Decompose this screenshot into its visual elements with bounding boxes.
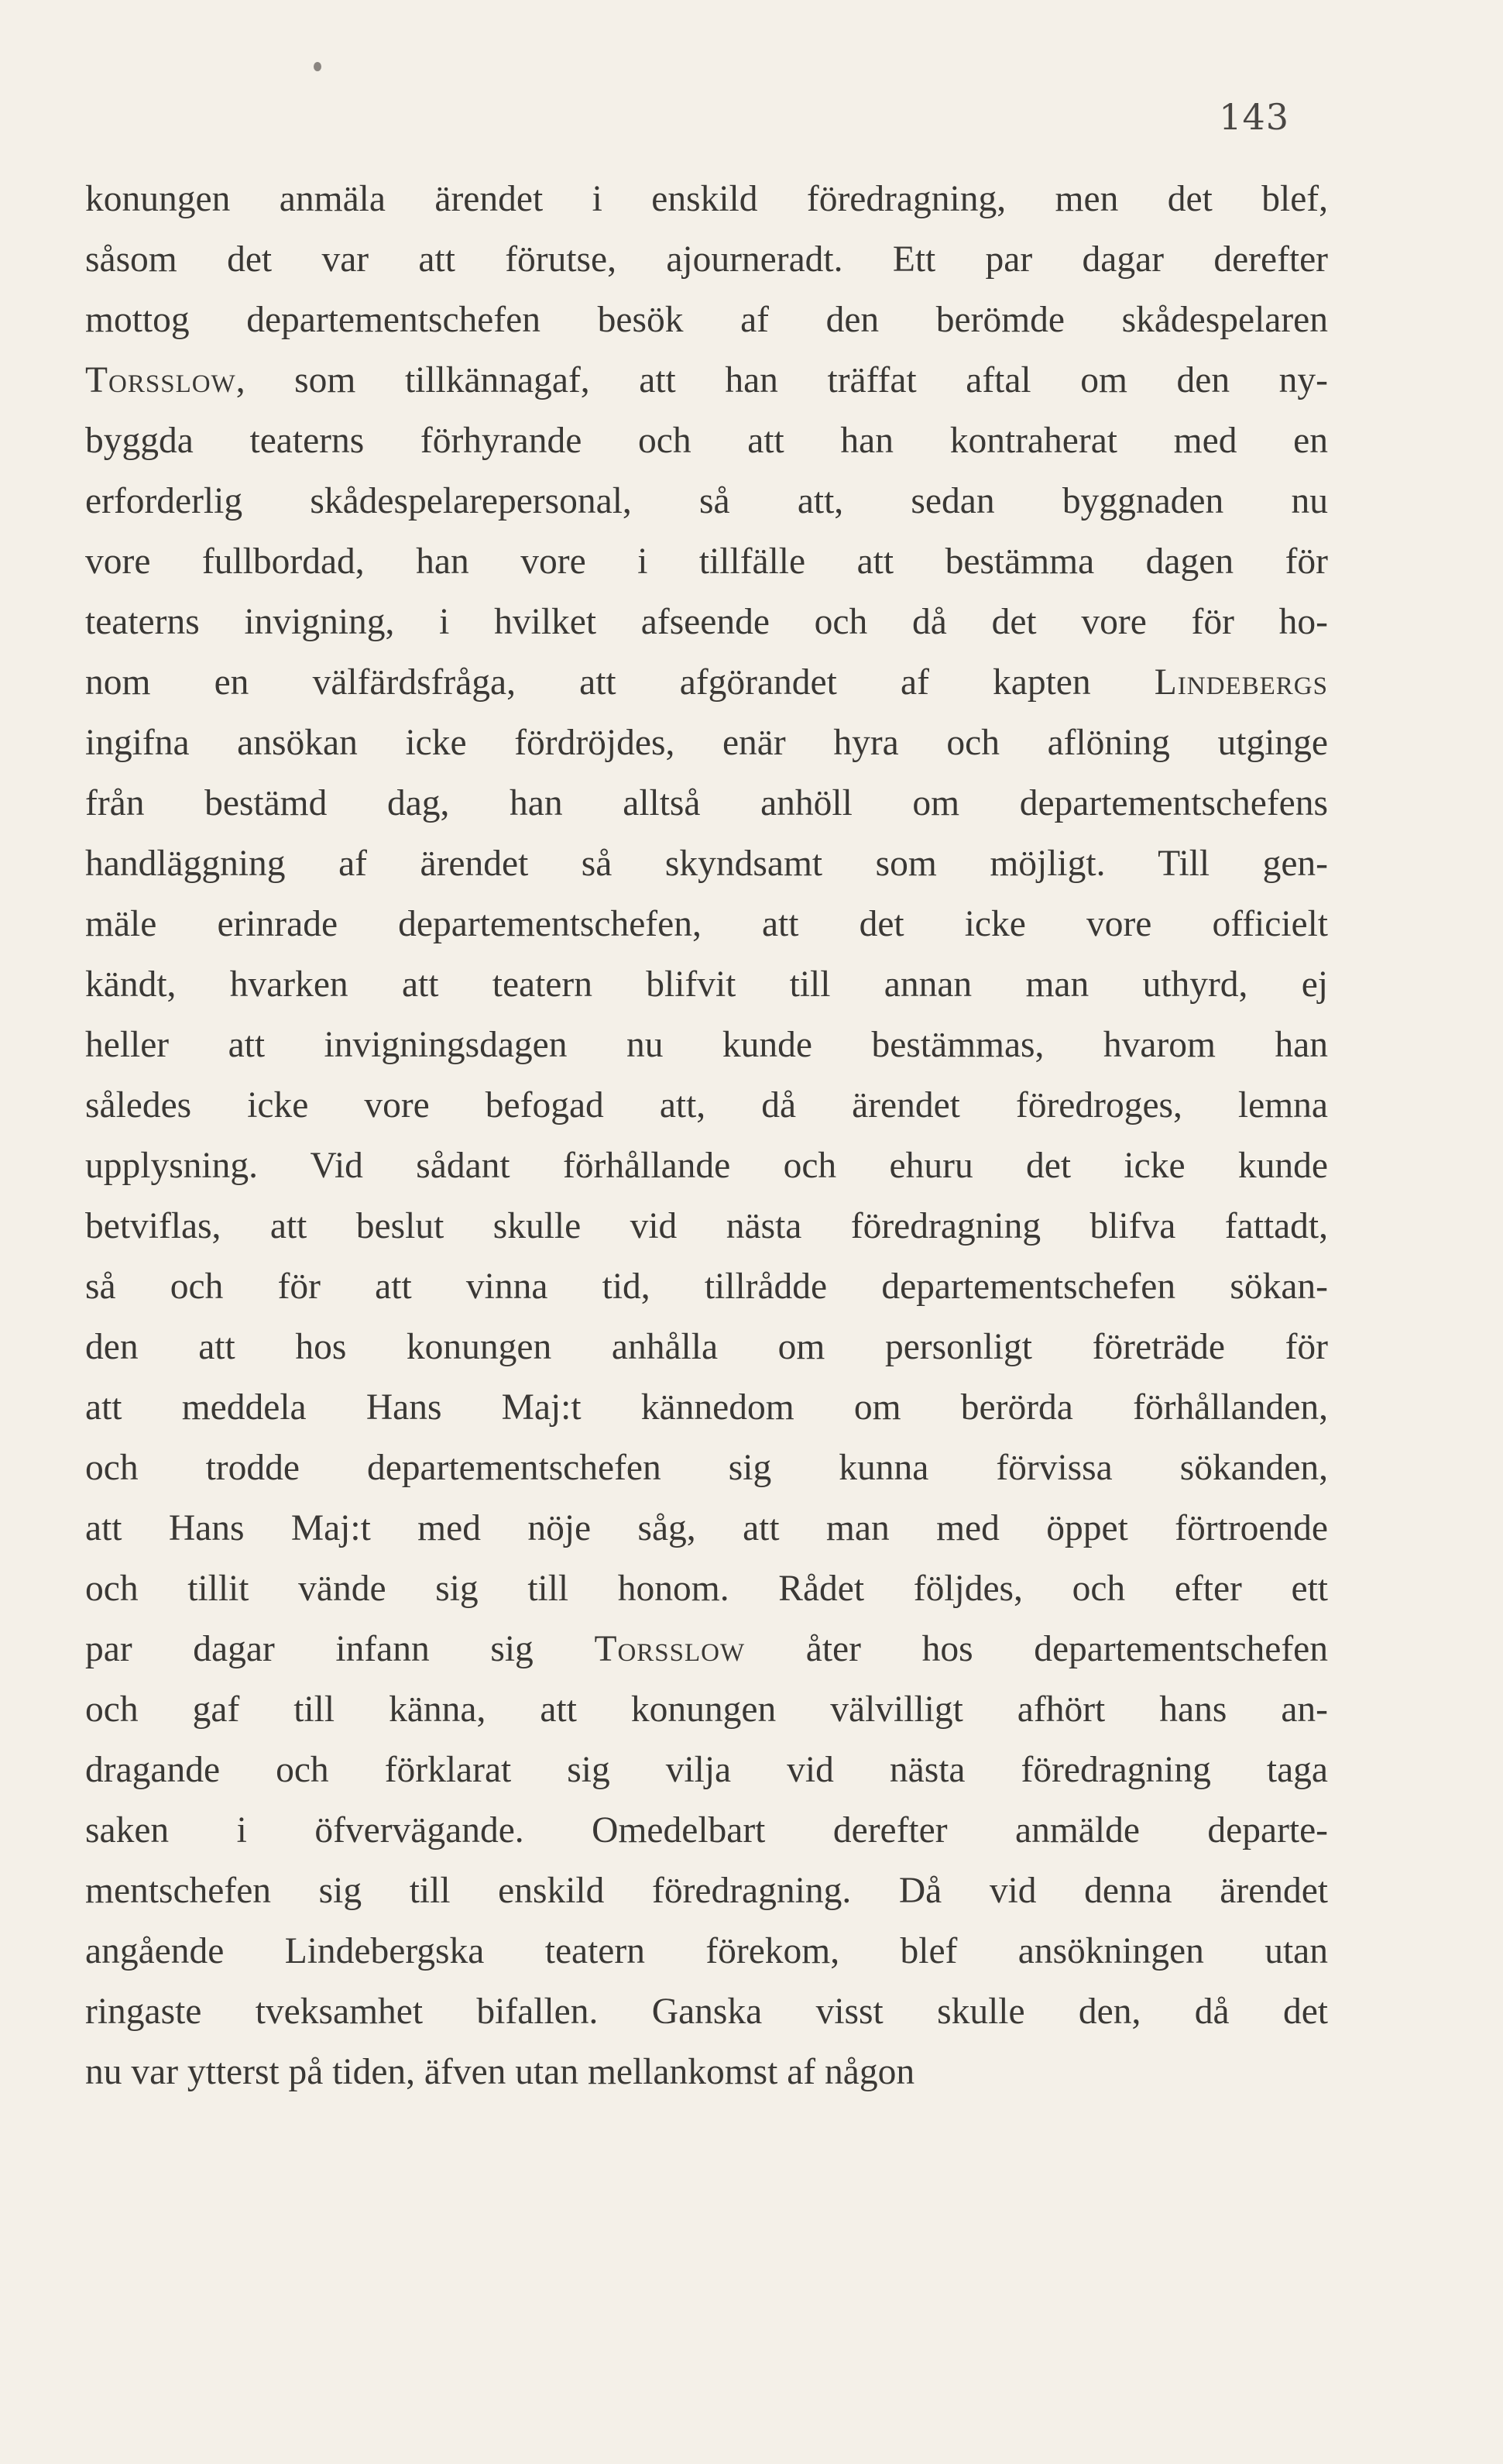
- text-line: [85, 773, 1328, 833]
- text-run: och trodde departementschefen sig kunna förvissa sökanden,: [85, 1448, 1328, 1488]
- text-line: [85, 833, 1328, 894]
- text-line: [85, 1800, 1328, 1861]
- text-line: [85, 531, 1328, 592]
- text-run: att Hans Maj:t med nöje såg, att man med öppet förtroende: [85, 1508, 1328, 1548]
- text-line: [85, 1558, 1328, 1619]
- text-line: [85, 471, 1328, 531]
- text-run: erforderlig skådespelarepersonal, så att, sedan byggnaden nu: [85, 481, 1328, 521]
- text-run: mäle erinrade departementschefen, att det icke vore officielt: [85, 904, 1328, 944]
- text-run: teaterns invigning, i hvilket afseende och då det vore för ho-: [85, 602, 1328, 642]
- text-run: byggda teaterns förhyrande och att han kontraherat med en: [85, 421, 1328, 461]
- text-line: [85, 290, 1328, 350]
- text-line: [85, 1015, 1328, 1075]
- text-run: och tillit vände sig till honom. Rådet följdes, och efter ett: [85, 1569, 1328, 1609]
- text-run: kändt, hvarken att teatern blifvit till annan man uthyrd, ej: [85, 964, 1328, 1005]
- small-caps-name: Torsslow: [594, 1629, 746, 1669]
- text-line: [85, 1438, 1328, 1498]
- text-line: [85, 1679, 1328, 1740]
- text-line: [85, 1136, 1328, 1196]
- text-run: betviflas, att beslut skulle vid nästa föredragning blifva fattadt,: [85, 1206, 1328, 1246]
- text-line: [85, 1921, 1328, 1981]
- text-line: [85, 592, 1328, 652]
- ink-speck: [314, 62, 321, 71]
- text-line: [85, 713, 1328, 773]
- text-line: [85, 652, 1328, 713]
- text-run: , som tillkännagaf, att han träffat aftal om den ny-: [235, 360, 1328, 400]
- text-run: åter hos departementschefen: [745, 1629, 1328, 1669]
- small-caps-name: Lindebergs: [1154, 662, 1328, 703]
- text-run: heller att invigningsdagen nu kunde bestämmas, hvarom han: [85, 1025, 1328, 1065]
- text-run: den att hos konungen anhålla om personligt företräde för: [85, 1327, 1328, 1367]
- body-text: [85, 169, 1328, 2102]
- text-line: [85, 1619, 1328, 1679]
- text-run: och gaf till känna, att konungen välvilligt afhört hans an-: [85, 1689, 1328, 1730]
- text-run: konungen anmäla ärendet i enskild föredragning, men det blef,: [85, 179, 1328, 219]
- text-line: [85, 411, 1328, 471]
- text-run: dragande och förklarat sig vilja vid nästa föredragning taga: [85, 1750, 1328, 1790]
- text-line: [85, 1981, 1328, 2042]
- text-run: handläggning af ärendet så skyndsamt som möjligt. Till gen-: [85, 844, 1328, 884]
- text-run: mottog departementschefen besök af den berömde skådespelaren: [85, 300, 1328, 340]
- text-line: [85, 1256, 1328, 1317]
- text-run: upplysning. Vid sådant förhållande och ehuru det icke kunde: [85, 1146, 1328, 1186]
- text-run: saken i öfvervägande. Omedelbart derefter anmälde departe-: [85, 1810, 1328, 1851]
- text-run: ringaste tveksamhet bifallen. Ganska visst skulle den, då det: [85, 1991, 1328, 2032]
- text-line: [85, 2042, 1328, 2102]
- text-line: [85, 1317, 1328, 1377]
- text-run: angående Lindebergska teatern förekom, blef ansökningen utan: [85, 1931, 1328, 1971]
- text-run: såsom det var att förutse, ajourneradt. Ett par dagar derefter: [85, 239, 1328, 280]
- text-line: [85, 350, 1328, 411]
- text-run: så och för att vinna tid, tillrådde departementschefen sökan-: [85, 1266, 1328, 1307]
- text-line: [85, 1196, 1328, 1256]
- text-line: [85, 169, 1328, 229]
- text-run: nu var ytterst på tiden, äfven utan mellankomst af någon: [85, 2052, 915, 2092]
- page-number: 143: [1219, 96, 1289, 138]
- text-line: [85, 1861, 1328, 1921]
- small-caps-name: Torsslow: [85, 360, 236, 400]
- text-line: [85, 1377, 1328, 1438]
- text-line: [85, 894, 1328, 954]
- text-line: [85, 1740, 1328, 1800]
- text-line: [85, 1075, 1328, 1136]
- text-run: ingifna ansökan icke fördröjdes, enär hyra och aflöning utginge: [85, 723, 1328, 763]
- text-line: [85, 1498, 1328, 1558]
- text-run: vore fullbordad, han vore i tillfälle att bestämma dagen för: [85, 541, 1328, 582]
- text-run: från bestämd dag, han alltså anhöll om departementschefens: [85, 783, 1328, 823]
- text-run: mentschefen sig till enskild föredragning. Då vid denna ärendet: [85, 1871, 1328, 1911]
- text-line: [85, 954, 1328, 1015]
- text-run: par dagar infann sig: [85, 1629, 595, 1669]
- text-run: att meddela Hans Maj:t kännedom om berörda förhållanden,: [85, 1387, 1328, 1428]
- text-run: således icke vore befogad att, då ärendet föredroges, lemna: [85, 1085, 1328, 1125]
- text-run: nom en välfärdsfråga, att afgörandet af kapten: [85, 662, 1155, 703]
- text-line: [85, 229, 1328, 290]
